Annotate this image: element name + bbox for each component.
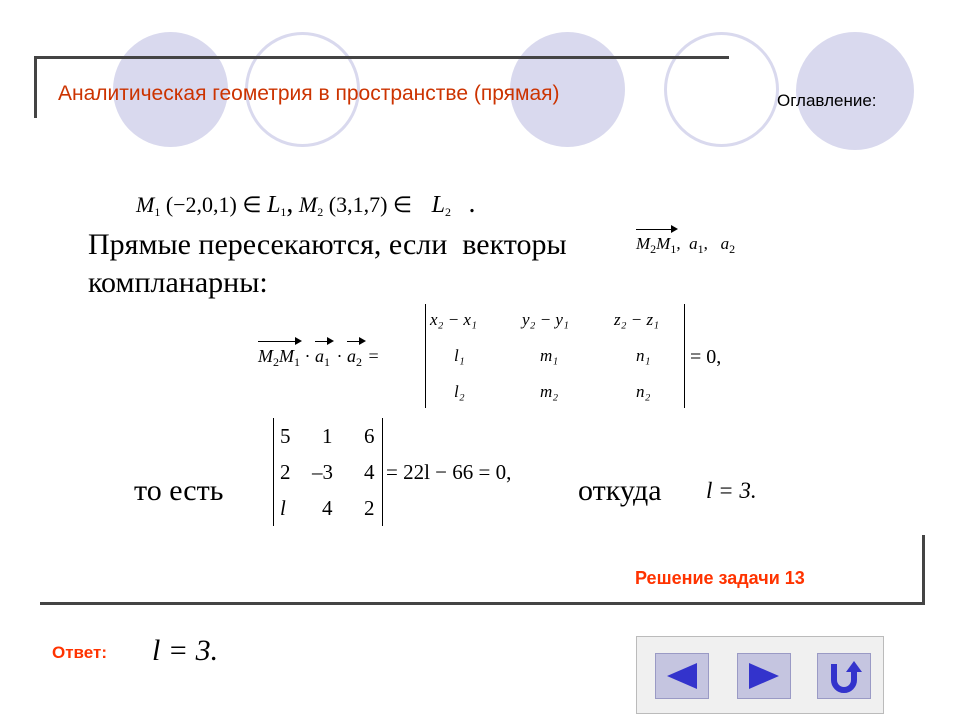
page-title: Аналитическая геометрия в пространстве (прямая) [58,82,560,105]
triangle-right-icon [747,661,781,691]
answer-value: l = 3. [152,634,219,667]
point-m2-coords: (3,1,7) ∈ [328,192,413,217]
ndet-r2c3: 4 [364,460,375,484]
point-m1: $M_1$ [136,192,161,219]
numeric-determinant [273,418,383,526]
ndet-r3c2: 4 [322,496,333,520]
period: . [468,188,476,219]
gdet-r2c2: m₁ [540,346,559,365]
footer-bottom-rule [40,602,925,605]
ndet-r1c2: 1 [322,424,333,448]
ndet-r2c2: –3 [312,460,333,484]
gdet-r1c3: z₂ − z₁ [614,310,660,329]
separator: , [286,188,294,219]
gdet-r3c2: m₂ [540,382,559,401]
vectors-list: $M_2M_1$, $a_1$, $a_2$ [636,234,736,256]
point-m1-coords: (−2,0,1) ∈ [165,192,262,217]
next-button[interactable] [737,653,791,699]
intersect-condition-text: Прямые пересекаются, если векторы [88,228,567,261]
ndet-r1c1: 5 [280,424,291,448]
ndet-r3c1: l [280,496,286,520]
footer-right-rule [922,535,925,605]
solution-link[interactable]: Решение задачи 13 [635,568,805,588]
answer-label: Ответ: [52,643,107,662]
ndet-r3c3: 2 [364,496,375,520]
gdet-r2c1: l₁ [454,346,465,365]
prev-button[interactable] [655,653,709,699]
line-l2: $L_2$ [431,192,451,219]
general-determinant [425,304,685,408]
return-button[interactable] [817,653,871,699]
points-on-lines [136,188,475,220]
toc-link[interactable]: Оглавление: [777,91,877,110]
numeric-det-result: = 22l − 66 = 0, [386,460,512,484]
nav-panel [636,636,884,714]
line-l1: $L_1$ [267,192,287,219]
gdet-r3c1: l₂ [454,382,465,401]
return-arrow-icon [826,658,862,694]
that-is-text: то есть [134,474,224,507]
vector-m2m1-product: $M_2M_1$ [258,346,300,369]
coplanar-text: компланарны: [88,266,268,299]
triple-product: $M_2M_1 \cdot a_1 \cdot a_2$ = [258,346,379,369]
ndet-r2c1: 2 [280,460,291,484]
triangle-left-icon [665,661,699,691]
ndet-r1c3: 6 [364,424,375,448]
header-top-rule [34,56,729,59]
point-m2: $M_2$ [298,192,324,219]
vector-m2m1: $M_2M_1$ [636,234,677,256]
vector-a1: $a_1$ [689,234,704,256]
vector-a2: $a_2$ [720,234,736,256]
inline-result: l = 3. [706,478,757,503]
gdet-r1c2: y₂ − y₁ [522,310,569,329]
equals-zero: = 0, [690,346,722,368]
decor-circle-4 [664,32,779,147]
gdet-r2c3: n₁ [636,346,651,365]
gdet-r3c3: n₂ [636,382,651,401]
whence-text: откуда [578,474,662,507]
gdet-r1c1: x₂ − x₁ [430,310,477,329]
header-left-rule [34,56,37,118]
